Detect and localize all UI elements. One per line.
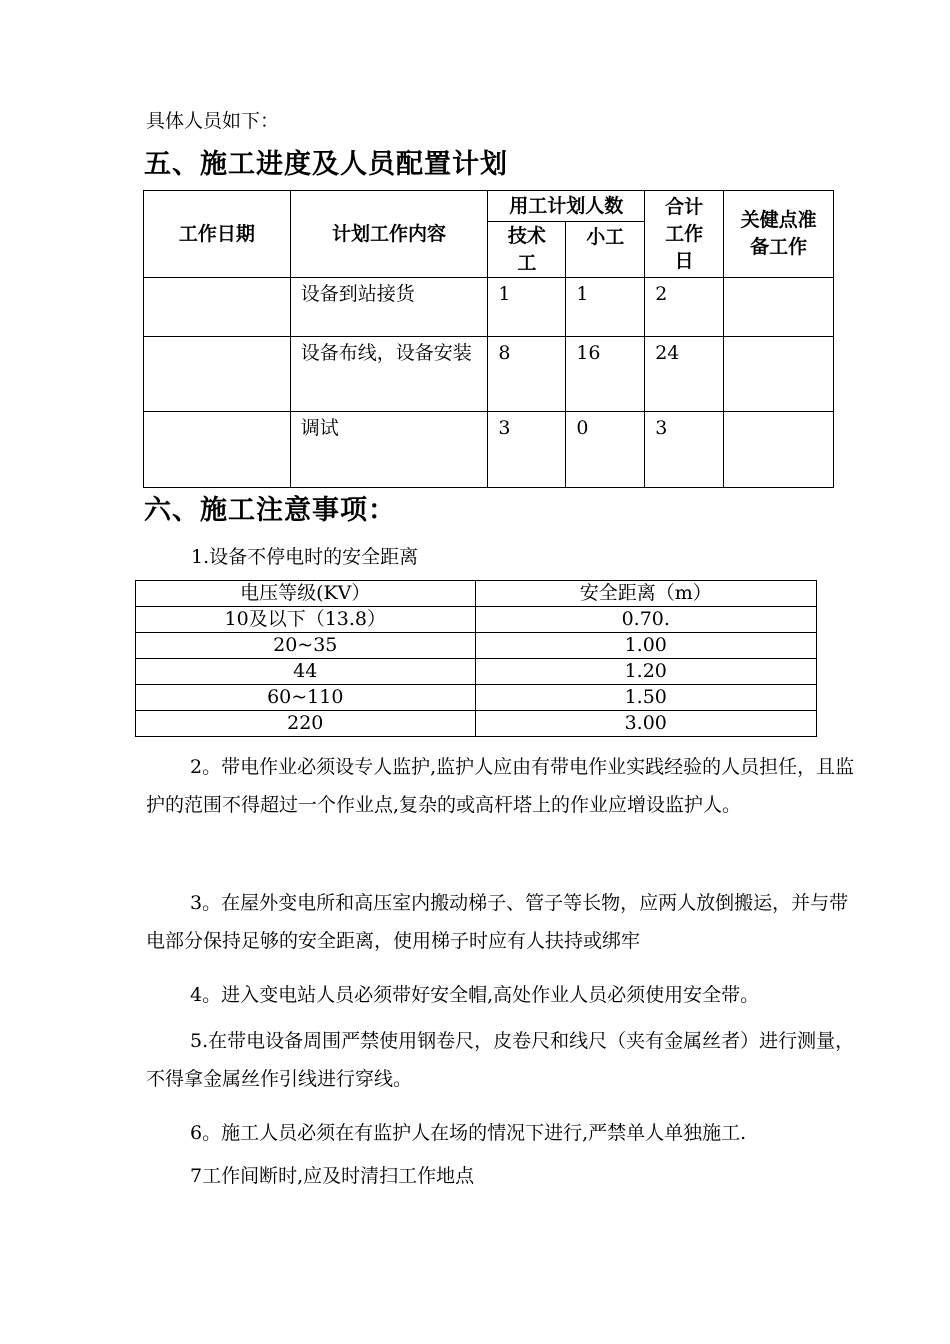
distance-cell: 1.20 (475, 659, 816, 685)
section-6-title: 六、施工注意事项： (144, 495, 396, 526)
row-technician: 3 (488, 412, 566, 488)
row-technician: 8 (488, 337, 566, 412)
row-key (724, 278, 834, 337)
row-content: 设备到站接货 (290, 278, 488, 337)
row-laborer: 16 (566, 337, 645, 412)
section-5-title: 五、施工进度及人员配置计划 (144, 149, 508, 180)
item-7-text: 7工作间断时,应及时清扫工作地点 (190, 1165, 475, 1187)
item-4-text: 4。进入变电站人员必须带好安全帽,高处作业人员必须使用安全带。 (190, 984, 760, 1006)
item-3-text: 3。在屋外变电所和高压室内搬动梯子、管子等长物，应两人放倒搬运，并与带电部分保持足够的安全距离，使用梯子时应有人扶持或绑牢 (146, 892, 849, 952)
item-5-text: 5.在带电设备周围严禁使用钢卷尺，皮卷尺和线尺（夹有金属丝者）进行测量，不得拿金属丝作引线进行穿线。 (146, 1030, 855, 1090)
table-row (144, 278, 834, 337)
header-planned-workers: 用工计划人数 (488, 191, 645, 222)
row-laborer: 0 (566, 412, 645, 488)
row-technician: 1 (488, 278, 566, 337)
table-row (136, 685, 817, 711)
table-row (144, 337, 834, 412)
table-row (136, 659, 817, 685)
header-date: 工作日期 (144, 191, 291, 278)
row-key (724, 337, 834, 412)
row-key (724, 412, 834, 488)
row-date (144, 278, 291, 337)
distance-cell: 3.00 (475, 711, 816, 737)
voltage-cell: 44 (136, 659, 476, 685)
item-6-text: 6。施工人员必须在有监护人在场的情况下进行,严禁单人单独施工. (190, 1122, 747, 1144)
distance-table (135, 580, 817, 737)
table-row (136, 711, 817, 737)
header-total-days: 合计工作日 (645, 191, 724, 278)
row-total: 2 (645, 278, 724, 337)
header-key-prep: 关健点准备工作 (724, 191, 834, 278)
distance-cell: 1.50 (475, 685, 816, 711)
item-2-text: 2。带电作业必须设专人监护,监护人应由有带电作业实践经验的人员担任，且监护的范围不得超过一个作业点,复杂的或高杆塔上的作业应增设监护人。 (146, 756, 855, 816)
row-content: 调试 (290, 412, 488, 488)
row-date (144, 412, 291, 488)
item-1-text: 1.设备不停电时的安全距离 (191, 546, 419, 568)
header-distance: 安全距离（m） (475, 581, 816, 607)
row-total: 3 (645, 412, 724, 488)
row-date (144, 337, 291, 412)
voltage-cell: 60~110 (136, 685, 476, 711)
intro-text: 具体人员如下： (146, 110, 280, 132)
distance-cell: 1.00 (475, 633, 816, 659)
row-content: 设备布线，设备安装 (290, 337, 488, 412)
distance-cell: 0.70. (475, 607, 816, 633)
table-row (136, 633, 817, 659)
voltage-cell: 220 (136, 711, 476, 737)
voltage-cell: 10及以下（13.8） (136, 607, 476, 633)
table-row (136, 607, 817, 633)
plan-table (143, 190, 834, 488)
header-technician: 技术工 (488, 222, 566, 278)
header-voltage: 电压等级(KV） (136, 581, 476, 607)
row-laborer: 1 (566, 278, 645, 337)
header-laborer: 小工 (566, 222, 645, 278)
header-content: 计划工作内容 (290, 191, 488, 278)
table-row (144, 412, 834, 488)
row-total: 24 (645, 337, 724, 412)
voltage-cell: 20~35 (136, 633, 476, 659)
